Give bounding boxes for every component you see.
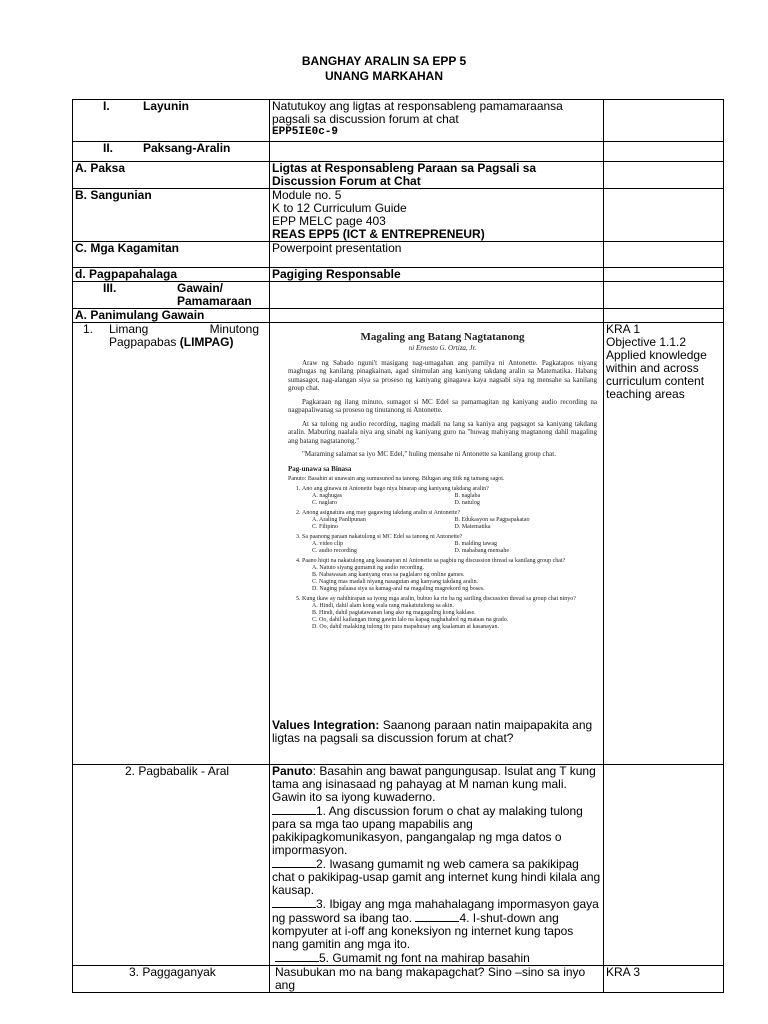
competency-code: EPP5IE0c-9 (272, 126, 339, 138)
row-number: II. (103, 141, 114, 155)
row-number: 1. (83, 322, 94, 336)
sangunian-line: K to 12 Curriculum Guide (272, 201, 407, 215)
row-paggaganyak (73, 966, 724, 993)
values-label: Values Integration: (272, 718, 380, 732)
story-image (280, 325, 605, 717)
answer-blank (415, 911, 459, 922)
story-panuto: Panuto: Basahin at unawain ang sumusunod na tanong. Bilugan ang titik ng tamang sagot. (288, 476, 505, 482)
answer-blank (272, 857, 316, 868)
question-item: 1. Ano ang ginawa ni Antonette bago niya binarap ang kaniyang takdang aralin? A. naghugas B. naglaba C. naglaro D. natulog (302, 486, 597, 507)
kra-label: KRA 3 (604, 966, 724, 993)
row-label: 2. Pagbabalik - Aral (73, 765, 270, 966)
row-label: Layunin (143, 99, 190, 113)
story-section-heading: Pag-unawa sa Binasa (288, 464, 352, 473)
row-layunin (73, 100, 724, 142)
row-kagamitan (73, 242, 724, 268)
panuto-text: : Basahin ang bawat pangungusap. Isulat ang T kung tama ang isinasaad ng pahayag at M naman kung mali. Gawin ito sa iyong kuwaderno. (272, 764, 596, 804)
story-title: Magaling ang Batang Nagtatanong (360, 331, 525, 343)
row-pagbabalik-aral (73, 765, 724, 966)
row-limpag (73, 323, 724, 765)
row-label-part: Pagpapabas (109, 335, 177, 349)
question-item: 3. Sa paanong paraan nakatulong si MC Edel sa tanong ni Antonette? A. video clip B. malding tawag C. audio recording D. mahabang mensahe (302, 534, 597, 555)
row-paksa (73, 162, 724, 189)
row-number: I. (103, 99, 110, 113)
answer-blank (272, 804, 316, 815)
kagamitan-text: Powerpoint presentation (270, 242, 604, 268)
row-label: Gawain/ Pamamaraan (177, 281, 252, 308)
sangunian-line: Module no. 5 (272, 188, 342, 202)
question-item: 4. Paano hiqit na nakatulong ang kasanayan ni Antonette sa pagbiu ng discussion thread sa kanilang group chat? A. Natuto siyang gumamit ng audio recording. B. Nabawasan ang kaniyang oras sa paglalaro ng online games. C. Naging mas madali niyang nasagutan ang kanyang takdang aralin. D. Naging palaasa siya sa kamag-aral na magaling magrekord ng boses. (302, 558, 597, 593)
story-author: ni Ernesto G. Ortiza, Jr. (408, 344, 477, 352)
pagpapahalaga-text: Pagiging Responsable (270, 268, 604, 282)
row-label: A. Panimulang Gawain (73, 309, 270, 323)
objective-text: Applied knowledge within and across curriculum content teaching areas (606, 348, 707, 401)
row-number: III. (103, 281, 117, 295)
story-questions (288, 486, 597, 631)
quiz-item: 3. Ibigay ang mga mahahalagang impormasyon gaya ng password sa ibang tao. 4. I-shut-down ang kompyuter at i-off ang koneksiyon ng internet kung tapos nang gamitin ang mga ito. (272, 897, 599, 951)
objective-label: Objective 1.1.2 (606, 335, 687, 349)
paggaganyak-text: Nasubukan mo na bang makapagchat? Sino –sino sa inyo ang (270, 966, 604, 993)
answer-blank (275, 951, 319, 962)
story-paragraph: At sa tulong ng audio recording, naging madali na lang sa kaniya ang pagsagot sa kaniyang takdang aralin. Maburing naalala niya ang sinabi ng kaniyang guro na "huwag mahiyang magtanong dahil magaling ang batang nagtatanong." (288, 419, 597, 445)
row-paksang-aralin (73, 142, 724, 162)
row-label-part: (LIMPAG) (179, 335, 234, 349)
row-label: A. Paksa (73, 162, 270, 189)
row-label: Paksang-Aralin (143, 141, 231, 155)
row-label: d. Pagpapahalaga (73, 268, 270, 282)
sangunian-line: EPP MELC page 403 (272, 214, 386, 228)
question-item: 5. Kung ikaw ay nahihirapan sa iyong mga aralin, bubuo ka rin ba ng sariling discussion thread sa group chat ninyo? A. Hindi, dahil alam kong wala rang makatutulong sa akin. B. Hindi, dahil pagtatawanan lang ako ng magagaling kong kaklase. C. Oo, dahil kailangan itong gawin lalo na kapag naghahabol ng mataas na grado. D. Oo, dahil malaking tulong ito para mapahusay ang kaalaman at kasanayan. (302, 596, 597, 631)
quiz-item: 2. Iwasang gumamit ng web camera sa pakikipag chat o pakikipag-usap gamit ang internet kung hindi kilala ang kausap. (272, 857, 601, 897)
lesson-plan-table (72, 99, 724, 993)
document-title: BANGHAY ARALIN SA EPP 5 (301, 54, 467, 68)
row-sangunian (73, 189, 724, 242)
story-paragraph: Pagkaraan ng ilang minuto, sumagot si MC Edel sa pamamagitan ng kaniyang audio recording na nagpapaliwanag sa proseso ng tinutanong ni Antonette. (288, 397, 597, 414)
panuto-label: Panuto (272, 764, 313, 778)
row-label: C. Mga Kagamitan (73, 242, 270, 268)
row-label-part: Minutong (209, 322, 259, 336)
row-panimulang-gawain (73, 309, 724, 323)
row-label-part: Limang (109, 322, 149, 336)
row-label: B. Sangunian (73, 189, 270, 242)
row-pagpapahalaga (73, 268, 724, 282)
story-paragraph: "Maraming salamat sa iyo MC Edel," huling mensahe ni Antonette sa kanilang group chat. (302, 450, 556, 458)
answer-blank (272, 897, 316, 908)
quiz-item: 5. Gumamit ng font na mahirap basahin (272, 951, 602, 965)
quiz-item: 1. Ang discussion forum o chat ay malaking tulong para sa mga tao upang mapabilis ang pakikipagkomunikasyon, pangangalap ng mga datos o impormasyon. (272, 804, 583, 857)
story-paragraph: Araw ng Sabado nguni't masigang nag-umagahan ang pamilya ni Antonette. Pagkatapos niyang maghugas ng kanilang pinagkainan, agad sinimulan ang kaniyang takdang aralin sa Matematika. Habang sumasagot, nag-alangan siya sa proseso ng kaniyang ginagawa kaya nagsabi siya ng mensahe sa kanilang group chat. (288, 358, 597, 392)
row-label: 3. Paggaganyak (73, 966, 270, 993)
document-subtitle: UNANG MARKAHAN (325, 69, 443, 83)
sangunian-line: REAS EPP5 (ICT & ENTREPRENEUR) (272, 227, 485, 241)
kra-label: KRA 1 (606, 322, 641, 336)
question-item: 2. Anong asignatura ang may gagawing takdang aralin si Antonette? A. Araling Panlipunan B. Edukasyon sa Pagpapakatao C. Filipino D. Matematika (302, 510, 597, 531)
layunin-text: Natutukoy ang ligtas at responsableng pamamaraansa pagsali sa discussion forum at chat (272, 99, 563, 126)
row-gawain (73, 282, 724, 309)
values-text: Saanong paraan natin maipapakita ang ligtas na pagsali sa discussion forum at chat? (272, 718, 593, 745)
paksa-text: Ligtas at Responsableng Paraan sa Pagsali sa Discussion Forum at Chat (270, 162, 604, 189)
